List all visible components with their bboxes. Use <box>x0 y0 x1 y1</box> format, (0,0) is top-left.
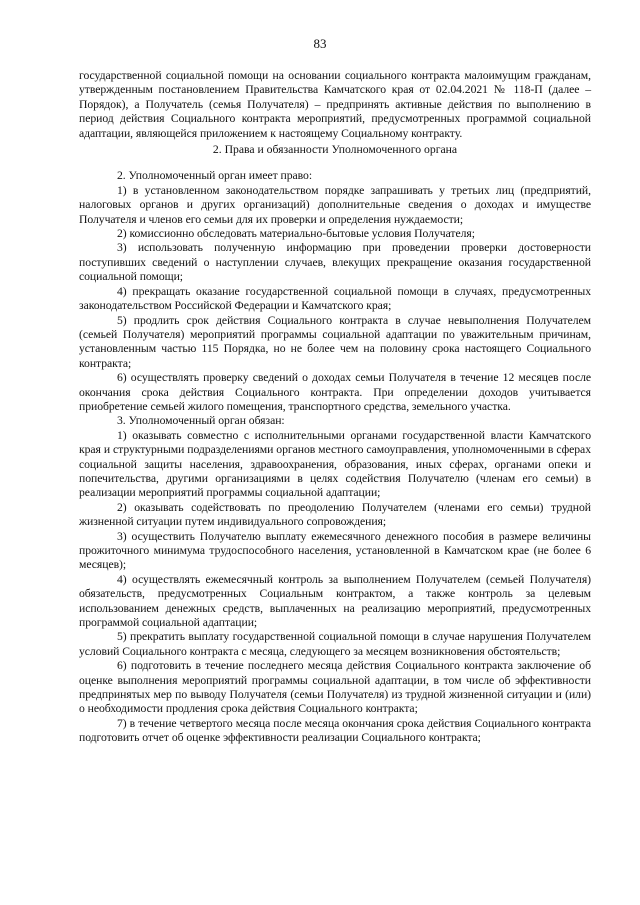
page-number: 83 <box>313 36 327 51</box>
rights-item-3: 3) использовать полученную информацию при проведении проверки достоверности поступивших сведений о наступлении случаев, влекущих прекращение оказания государственной социальной помощи; <box>79 241 591 284</box>
duties-item-5: 5) прекратить выплату государственной социальной помощи в случае нарушения Получателем условий Социального контракта с месяца, следующего за месяцем возникновения обстоятельств; <box>79 630 591 658</box>
duties-heading-paragraph: 3. Уполномоченный орган обязан: <box>117 414 285 428</box>
rights-item-2: 2) комиссионно обследовать материально-бытовые условия Получателя; <box>117 227 475 241</box>
duties-item-4: 4) осуществлять ежемесячный контроль за выполнением Получателем (семьей Получателя) обязательств, предусмотренных Социальным контрактом, а также контроль за целевым использованием денежных средств, выплаченных на реализацию мероприятий, предусмотренных программой социальной адаптации; <box>79 572 591 630</box>
duties-item-2: 2) оказывать содействовать по преодолению Получателем (членами его семьи) трудной жизненной ситуации путем индивидуального сопровождения; <box>79 500 591 529</box>
intro-paragraph: государственной социальной помощи на основании социального контракта малоимущим гражданам, утвержденным постановлением Правительства Камчатского края от 02.04.2021 № 118-П (далее – Порядок), а Получатель (семья Получателя) – предпринять активные действия по выполнению в период действия Социального контракта мероприятий, предусмотренных программой социальной адаптации, являющейся приложением к настоящему Социальному контракту. <box>79 69 591 140</box>
rights-item-4: 4) прекращать оказание государственной социальной помощи в случаях, предусмотренных законодательством Российской Федерации и Камчатского края; <box>79 284 591 313</box>
section-heading: 2. Права и обязанности Уполномоченного органа <box>212 143 458 157</box>
rights-item-5: 5) продлить срок действия Социального контракта в случае невыполнения Получателем (семьей Получателя) мероприятий программы социальной адаптации по уважительным причинам, установленным частью 115 Порядка, но не более чем на половину срока настоящего Социального контракта; <box>79 313 591 370</box>
rights-item-6: 6) осуществлять проверку сведений о доходах семьи Получателя в течение 12 месяцев после окончания срока действия Социального контракта. При определении доходов учитывается приобретение семьей жилого помещения, транспортного средства, земельного участка. <box>79 371 591 413</box>
rights-heading-paragraph: 2. Уполномоченный орган имеет право: <box>117 169 313 183</box>
document-body <box>79 69 591 746</box>
duties-item-6: 6) подготовить в течение последнего месяца действия Социального контракта заключение об оценке выполнения мероприятий программы социальной адаптации, в том числе об эффективности предпринятых мер по выводу Получателя (семьи Получателя) из трудной жизненной ситуации и (или) о необходимости продления срока действия Социального контракта; <box>79 659 591 716</box>
duties-item-7: 7) в течение четвертого месяца после месяца окончания срока действия Социального контракта подготовить отчет об оценке эффективности реализации Социального контракта; <box>79 716 591 745</box>
duties-item-1: 1) оказывать совместно с исполнительными органами государственной власти Камчатского края и структурными подразделениями органов местного самоуправления, уполномоченными в сферах социальной защиты населения, здравоохранения, образования, иных сферах, органами опеки и попечительства, другими организациями в целях содействия Получателю (членам его семьи) в реализации мероприятий программы социальной адаптации; <box>79 428 591 500</box>
duties-item-3: 3) осуществить Получателю выплату ежемесячного денежного пособия в размере величины прожиточного минимума трудоспособного населения, установленной в Камчатском крае (не более 6 месяцев); <box>79 529 591 572</box>
rights-item-1: 1) в установленном законодательством порядке запрашивать у третьих лиц (предприятий, налоговых органов и других организаций) дополнительные сведения о доходах и имуществе Получателя и членов его семьи для их проверки и определения нуждаемости; <box>79 183 591 226</box>
